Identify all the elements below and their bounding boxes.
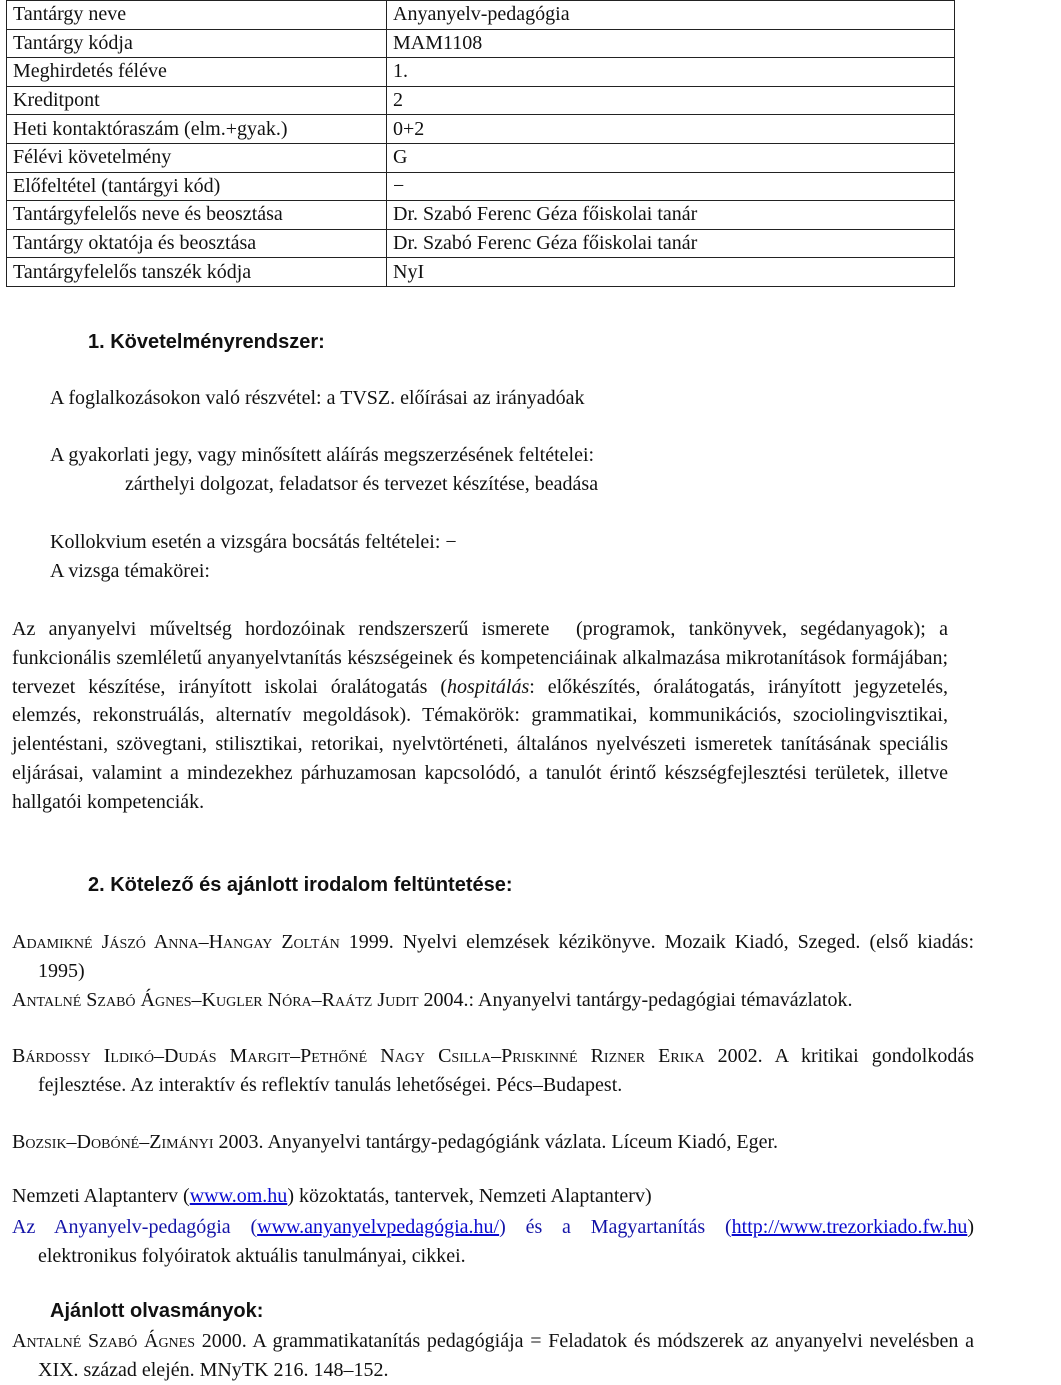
info-label: Kreditpont [7, 86, 387, 115]
info-label: Tantárgy neve [7, 1, 387, 30]
reference-authors: Bárdossy Ildikó–Dudás Margit–Pethőné Nagy Csilla–Priskinné Rizner Erika [12, 1045, 705, 1067]
info-label: Tantárgy kódja [7, 29, 387, 58]
grade-items-text: zárthelyi dolgozat, feladatsor és tervezet készítése, beadása [125, 473, 599, 495]
recommended-item [12, 1327, 974, 1385]
info-row [7, 86, 955, 115]
journals-text-c: ) elektronikus folyóiratok aktuális tanulmányai, cikkei. [38, 1216, 974, 1267]
recommended-authors: Antalné Szabó Ágnes [12, 1330, 196, 1352]
info-row [7, 58, 955, 87]
info-label: Félévi követelmény [7, 143, 387, 172]
reference-details: 2002. A kritikai gondolkodás fejlesztése. Az interaktív és reflektív tanulás lehetőségei. Pécs–Budapest. [38, 1045, 975, 1096]
info-value: 2 [387, 86, 955, 115]
nat-text-before: Nemzeti Alaptanterv ( [12, 1185, 190, 1207]
info-label: Tantárgyfelelős tanszék kódja [7, 258, 387, 287]
info-value: 0+2 [387, 115, 955, 144]
grade-conditions-text: A gyakorlati jegy, vagy minősített aláírás megszerzésének feltételei: [50, 444, 595, 466]
reference-authors: Adamikné Jászó Anna–Hangay Zoltán [12, 931, 340, 953]
reference-details: 2003. Anyanyelvi tantárgy-pedagógiánk vázlata. Líceum Kiadó, Eger. [213, 1131, 778, 1153]
info-value: MAM1108 [387, 29, 955, 58]
exam-topics-part-a: Az anyanyelvi műveltség hordozóinak rendszerszerű ismerete (programok, tankönyvek, segédanyagok); a funkcionális szemléletű anyanyelvtanítás készségeinek és kompetenciáinak alkalmazása mikrotanítások formájában; tervezet készítése, irányított iskolai óralátogatás ( [12, 618, 953, 698]
info-row [7, 229, 955, 258]
info-row [7, 143, 955, 172]
info-value: NyI [387, 258, 955, 287]
nat-reference [12, 1184, 948, 1209]
course-info-table [6, 0, 955, 287]
journals-text-a: Az Anyanyelv-pedagógia ( [12, 1216, 258, 1238]
exam-topics-part-b: : előkészítés, óralátogatás, irányított jegyzetelés, elemzés, rekonstruálás, alternatív megoldások). Témakörök: grammatikai, kommunikációs, szociolingvisztikai, jelentéstani, szövegtani, stilisztikai, retorikai, nyelvtörténeti, általános nyelvészeti ismeretek tanításának speciális eljárásai, valamint a mindezekhez párhuzamosan kapcsolódó, a tanulót érintő készségfejlesztési területek, illetve hallgatói kompetenciák. [12, 675, 953, 813]
om-hu-link[interactable]: www.om.hu [189, 1185, 288, 1207]
info-label: Heti kontaktóraszám (elm.+gyak.) [7, 115, 387, 144]
section-1-heading: 1. Követelményrendszer: [88, 331, 325, 353]
info-value: − [387, 172, 955, 201]
reference-item [12, 1042, 974, 1100]
info-label: Meghirdetés féléve [7, 58, 387, 87]
info-value: 1. [387, 58, 955, 87]
reference-details: 1999. Nyelvi elemzések kézikönyve. Mozaik Kiadó, Szeged. (első kiadás: 1995) [38, 931, 974, 982]
reference-authors: Antalné Szabó Ágnes–Kugler Nóra–Raátz Judit [12, 989, 419, 1011]
exam-conditions-text: Kollokvium esetén a vizsgára bocsátás feltételei: − [50, 531, 457, 553]
attendance-text: A foglalkozásokon való részvétel: a TVSZ. előírásai az irányadóak [50, 387, 585, 409]
info-value: Dr. Szabó Ferenc Géza főiskolai tanár [387, 201, 955, 230]
info-row [7, 1, 955, 30]
reference-item [12, 1128, 974, 1157]
hospitalas-term: hospitálás [446, 675, 530, 698]
info-value: G [387, 143, 955, 172]
exam-topics-label: A vizsga témakörei: [50, 560, 210, 582]
info-label: Tantárgyfelelős neve és beosztása [7, 201, 387, 230]
reference-item [12, 986, 974, 1015]
reference-authors: Bozsik–Dobóné–Zimányi [12, 1131, 214, 1153]
info-value: Dr. Szabó Ferenc Géza főiskolai tanár [387, 229, 955, 258]
info-row [7, 258, 955, 287]
exam-topics-paragraph [12, 615, 953, 817]
recommended-details: 2000. A grammatikatanítás pedagógiája = Feladatok és módszerek az anyanyelvi nevelésben a XIX. század elején. MNyTK 216. 148–152. [38, 1330, 975, 1381]
info-value: Anyanyelv-pedagógia [387, 1, 955, 30]
info-label: Tantárgy oktatója és beosztása [7, 229, 387, 258]
nat-text-after: ) közoktatás, tantervek, Nemzeti Alaptanterv) [287, 1185, 652, 1207]
journals-text-b: ) és a Magyartanítás ( [499, 1216, 732, 1238]
reference-details: 2004.: Anyanyelvi tantárgy-pedagógiai témavázlatok. [418, 989, 853, 1011]
anyanyelvpedagogia-link[interactable]: www.anyanyelvpedagógia.hu/ [257, 1216, 500, 1238]
info-row [7, 115, 955, 144]
reference-item [12, 928, 974, 986]
info-row [7, 29, 955, 58]
info-label: Előfeltétel (tantárgyi kód) [7, 172, 387, 201]
trezorkiado-link[interactable]: http://www.trezorkiado.fw.hu [731, 1216, 968, 1238]
info-row [7, 201, 955, 230]
recommended-heading: Ajánlott olvasmányok: [50, 1300, 264, 1322]
info-row [7, 172, 955, 201]
journals-reference [12, 1213, 974, 1271]
section-2-heading: 2. Kötelező és ajánlott irodalom feltüntetése: [88, 874, 513, 896]
